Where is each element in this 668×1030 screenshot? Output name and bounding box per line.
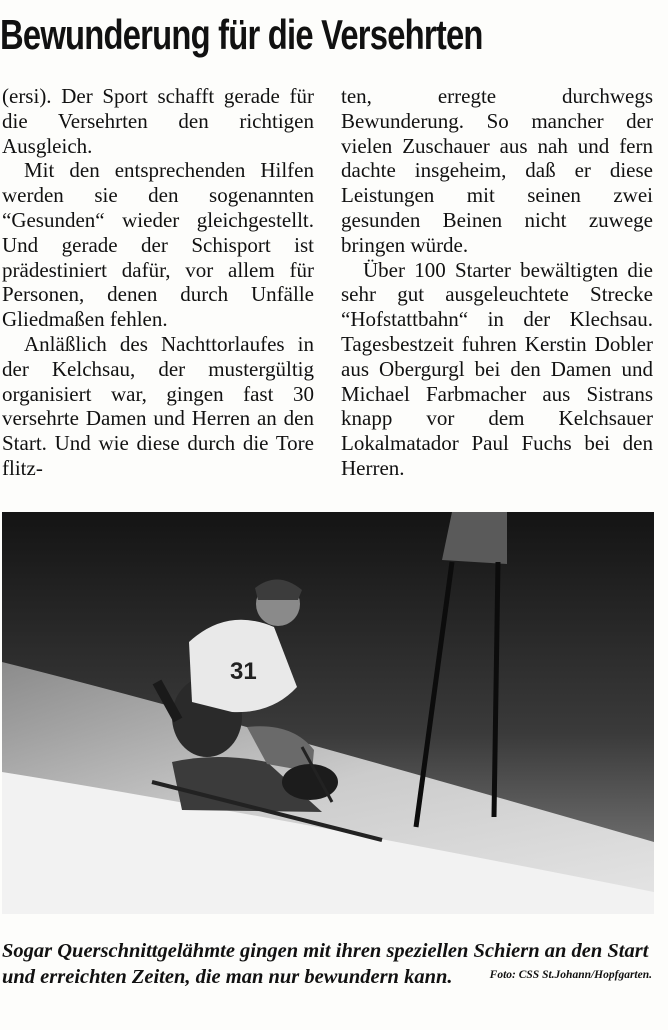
- paragraph-hilfen: Mit den entsprechenden Hilfen werden sie den sogenannten “Gesunden“ wieder gleichgestellt. Und gerade der Schisport ist prädestiniert dafür, vor allem für Personen, denen durch Unfälle Gliedmaßen fehlen.: [2, 158, 314, 332]
- paragraph-starter: Über 100 Starter bewältigten die sehr gut ausgeleuchtete Strecke “Hofstattbahn“ in der Klechsau. Tagesbestzeit fuhren Kerstin Dobler aus Obergurgl bei den Damen und Michael Farbmacher aus Sistrans knapp vor dem Kelchsauer Lokalmatador Paul Fuchs bei den Herren.: [341, 257, 653, 480]
- paragraph-nachttorlauf: Anläßlich des Nachttorlaufes in der Kelchsau, der mustergültig organisiert war, gingen fast 30 versehrte Damen und Herren an den Start. Und wie diese durch die Tore flitz-: [2, 331, 314, 480]
- photo-credit: Foto: CSS St.Johann/Hopfgarten.: [489, 969, 652, 981]
- bib-number: 31: [230, 658, 257, 685]
- paragraph-bewunderung: ten, erregte durchwegs Bewunderung. So mancher der vielen Zuschauer aus nah und fern dachte insgeheim, daß er diese Leistungen mit seinen zwei gesunden Beinen nicht zuwege bringen würde.: [341, 84, 653, 257]
- article-column-right: [341, 84, 653, 481]
- gate-flag: [442, 512, 507, 564]
- headline: Bewunderung für die Versehrten: [0, 11, 483, 58]
- news-photo: [2, 512, 654, 914]
- sit-ski-racer-photo: [2, 512, 654, 914]
- caption-text: Sogar Querschnittgelähmte gingen mit ihren speziellen Schiern an den Start und erreichten Zeiten, die man nur bewundern kann.: [2, 940, 649, 988]
- photo-caption: [2, 938, 656, 990]
- paragraph-intro: (ersi). Der Sport schafft gerade für die Versehrten den richtigen Ausgleich.: [2, 84, 314, 158]
- article-column-left: [2, 84, 314, 481]
